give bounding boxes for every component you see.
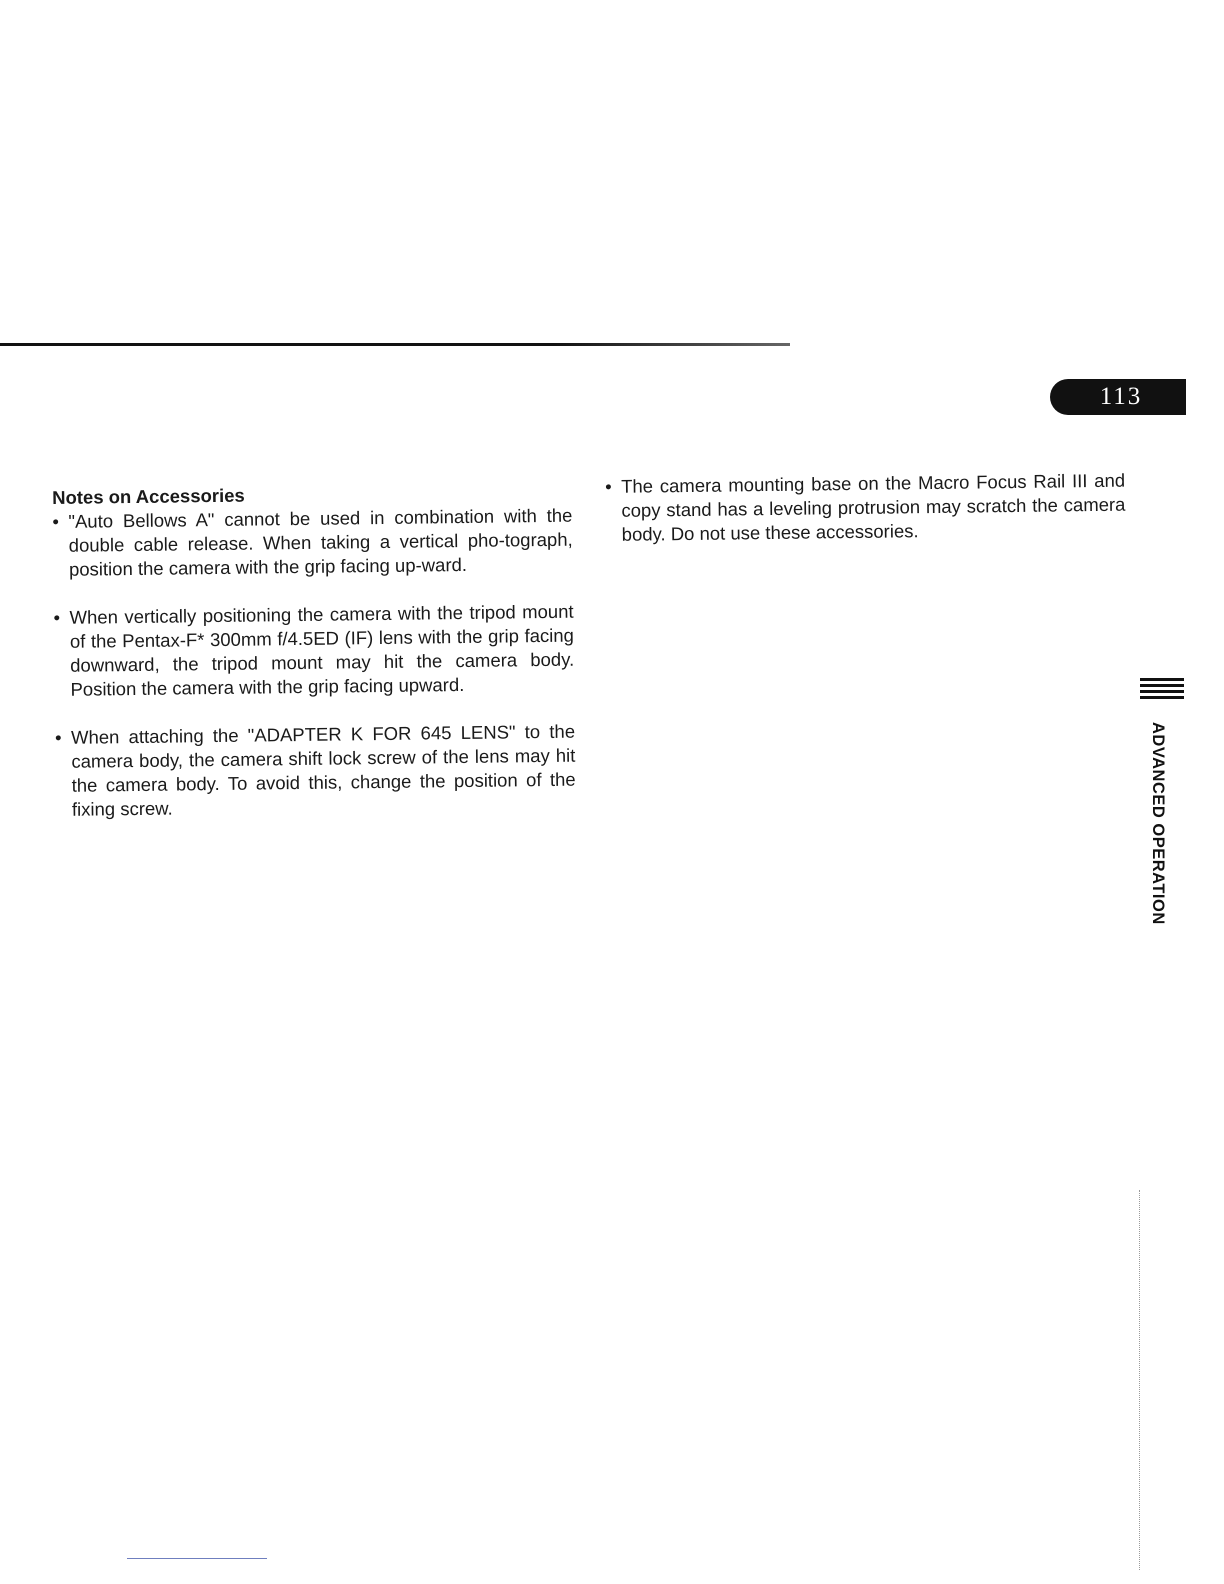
note-text: When vertically positioning the camera with the tripod mount of the Pentax-F* 300mm f/4.5ED (IF) lens with the grip facing downward, the tripod mount may hit the camera body. Position the camera with the grip facing upward. [69,600,575,700]
footer-rule [127,1558,267,1559]
list-item [52,504,573,582]
note-text: When attaching the "ADAPTER K FOR 645 LENS" to the camera body, the camera shift lock screw of the lens may hit the camera body. To avoid this, change the position of the fixing screw. [70,720,576,820]
list-item [53,600,574,702]
note-text: The camera mounting base on the Macro Focus Rail III and copy stand has a leveling protrusion may scratch the camera body. Do not use these accessories. [621,469,1126,545]
left-column [52,480,576,822]
notes-list-left [52,504,576,822]
bullet-icon: • [53,606,61,628]
margin-dotted-line [1139,1190,1140,1570]
bullet-icon: • [54,726,62,748]
page-number: 113 [1099,383,1143,410]
note-text: "Auto Bellows A" cannot be used in combination with the double cable release. When taking a vertical pho-tograph, position the camera with the grip facing up-ward. [68,504,573,580]
bullet-icon: • [52,510,60,532]
section-heading: Notes on Accessories [52,484,245,508]
section-label: ADVANCED OPERATION [1149,722,1167,925]
bullet-icon: • [605,475,612,497]
right-column [605,469,1126,547]
header-rule [0,343,790,346]
section-marker-icon [1140,678,1184,702]
page-number-tab [1050,379,1186,415]
list-item [55,720,576,822]
notes-list-right [605,469,1126,547]
list-item [605,469,1126,547]
